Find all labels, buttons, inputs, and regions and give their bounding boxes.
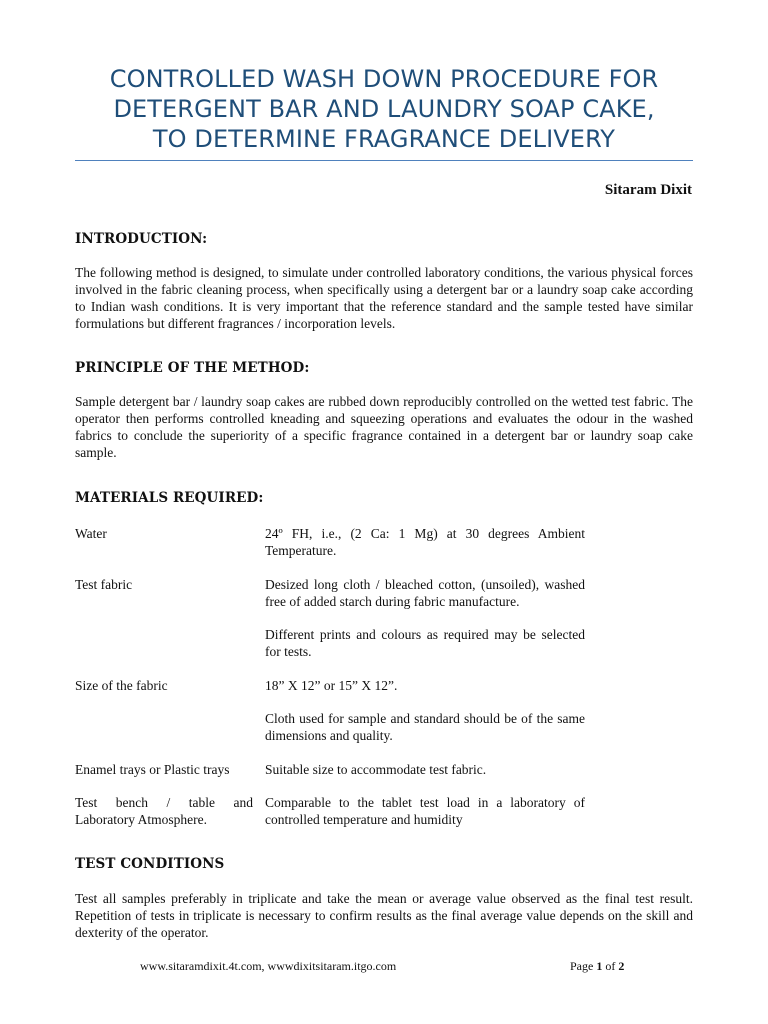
principle-text: Sample detergent bar / laundry soap cakes are rubbed down reproducibly controlled on the wetted test fabric. The operator then performs controlled kneading and squeezing operations and evaluates the odour in the washed fabrics to conclude the superiority of a specific fragrance contained in a detergent bar or laundry soap cake sample. [75, 394, 693, 460]
title-line-2: DETERGENT BAR AND LAUNDRY SOAP CAKE, [113, 95, 655, 123]
footer-websites: www.sitaramdixit.4t.com, wwwdixitsitaram.itgo.com [140, 959, 397, 973]
material-label-test-bench: Test bench / table and Laboratory Atmosphere. [75, 795, 253, 827]
document-title [75, 64, 693, 154]
material-value-trays: Suitable size to accommodate test fabric. [265, 762, 487, 777]
page-prefix: Page [570, 959, 594, 973]
materials-heading: MATERIALS REQUIRED: [75, 490, 264, 506]
material-label-fabric-size: Size of the fabric [75, 678, 168, 693]
material-value-cloth-dimensions: Cloth used for sample and standard should be of the same dimensions and quality. [265, 711, 585, 743]
material-label-test-fabric: Test fabric [75, 577, 133, 592]
introduction-text: The following method is designed, to simulate under controlled laboratory conditions, the various physical forces involved in the fabric cleaning process, when specifically using a detergent bar or a laundry soap cake according to Indian wash conditions. It is very important that the reference standard and the sample tested have similar formulations but different fragrances / incorporation levels. [75, 265, 693, 331]
material-label-trays: Enamel trays or Plastic trays [75, 762, 230, 777]
material-value-prints-colours: Different prints and colours as required may be selected for tests. [265, 627, 585, 659]
page-of: of [605, 959, 616, 973]
test-conditions-heading: TEST CONDITIONS [75, 856, 225, 872]
page-total: 2 [618, 959, 625, 973]
page-current: 1 [596, 959, 603, 973]
title-divider [75, 160, 693, 161]
title-line-1: CONTROLLED WASH DOWN PROCEDURE FOR [109, 65, 659, 93]
title-line-3: TO DETERMINE FRAGRANCE DELIVERY [152, 125, 616, 153]
material-value-fabric-size: 18” X 12” or 15” X 12”. [265, 678, 398, 693]
material-value-test-bench: Comparable to the tablet test load in a laboratory of controlled temperature and humidity [265, 795, 585, 827]
test-conditions-text: Test all samples preferably in triplicate and take the mean or average value observed as the final test result. Repetition of tests in triplicate is necessary to confirm results as the final average value depends on the skill and dexterity of the operator. [75, 891, 693, 940]
material-value-water: 24º FH, i.e., (2 Ca: 1 Mg) at 30 degrees Ambient Temperature. [265, 526, 585, 558]
introduction-heading: INTRODUCTION: [75, 231, 208, 247]
footer-page-number [570, 959, 624, 974]
principle-heading: PRINCIPLE OF THE METHOD: [75, 360, 310, 376]
material-value-test-fabric: Desized long cloth / bleached cotton, (unsoiled), washed free of added starch during fabric manufacture. [265, 577, 585, 609]
author-name: Sitaram Dixit [604, 182, 692, 198]
material-label-water: Water [75, 526, 107, 541]
